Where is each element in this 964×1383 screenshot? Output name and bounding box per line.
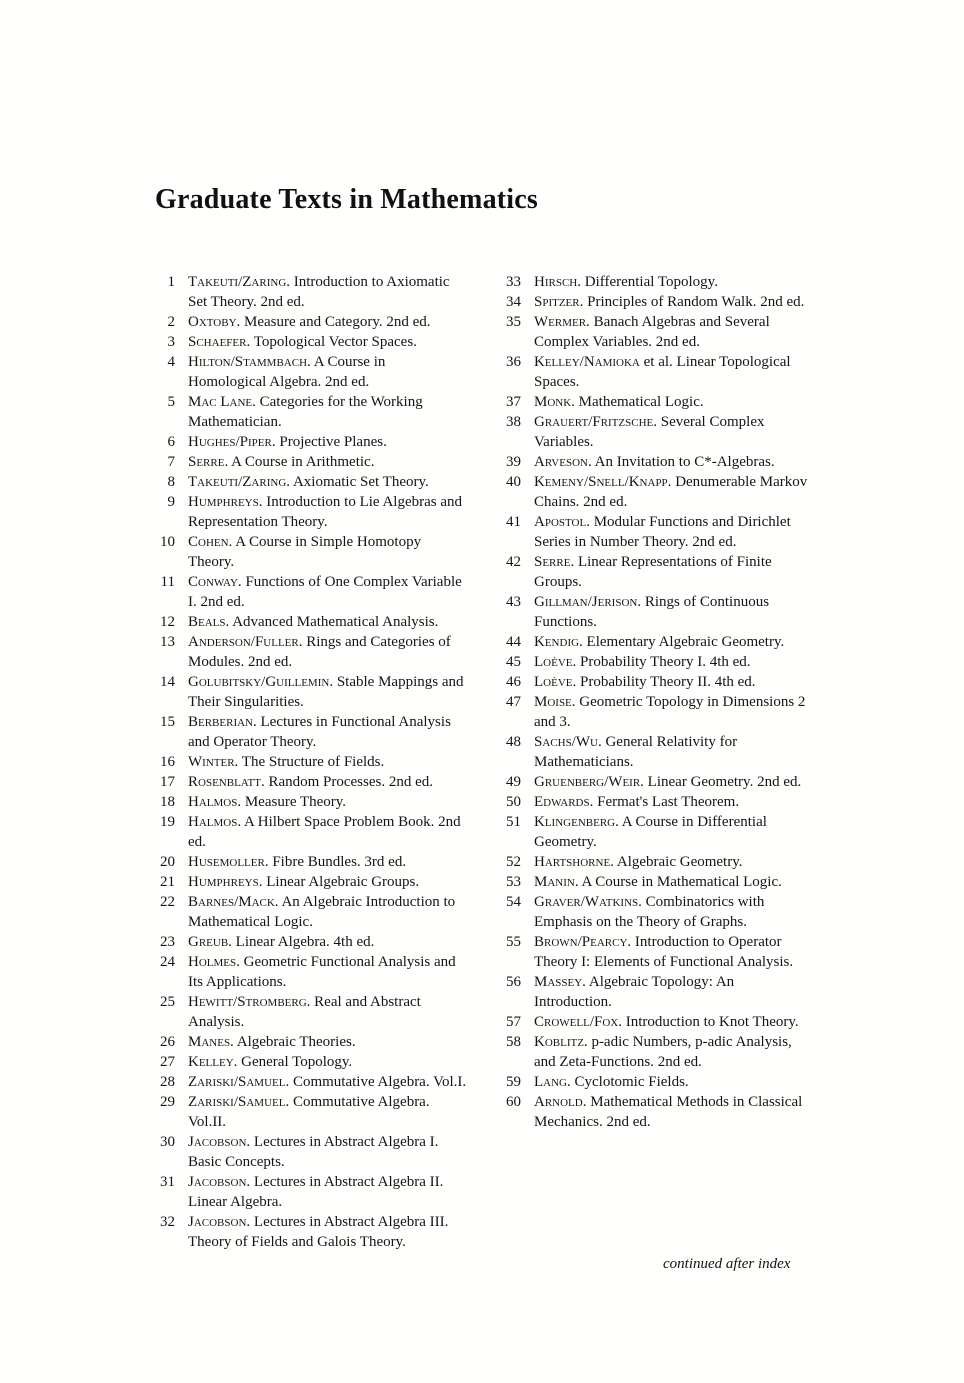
entry-author: Hartshorne. [534, 854, 614, 870]
entry-author: Husemoller. [188, 854, 269, 870]
entry-number: 47 [506, 694, 521, 710]
list-item [149, 772, 467, 792]
entry-number: 41 [506, 514, 521, 530]
entry-number: 58 [506, 1034, 521, 1050]
list-item [495, 292, 813, 312]
entry-text: Sachs/Wu. General Relativity for Mathematicians. [534, 734, 738, 770]
entry-text: Crowell/Fox. Introduction to Knot Theory. [534, 1014, 799, 1030]
entry-author: Halmos. [188, 814, 242, 830]
entry-text: Grauert/Fritzsche. Several Complex Variables. [534, 414, 765, 450]
entry-author: Spitzer. [534, 294, 584, 310]
entry-text: Jacobson. Lectures in Abstract Algebra III. Theory of Fields and Galois Theory. [188, 1214, 449, 1250]
list-item [149, 472, 467, 492]
entry-author: Zariski/Samuel. [188, 1074, 290, 1090]
entry-text: Spitzer. Principles of Random Walk. 2nd ed. [534, 294, 805, 310]
entry-number: 34 [506, 294, 521, 310]
entry-author: Humphreys. [188, 494, 263, 510]
entry-number: 37 [506, 394, 521, 410]
entry-author: Serre. [534, 554, 575, 570]
list-item [149, 392, 467, 432]
entry-text: Serre. Linear Representations of Finite Groups. [534, 554, 772, 590]
entry-text: Zariski/Samuel. Commutative Algebra. Vol.II. [188, 1094, 430, 1130]
entry-number: 38 [506, 414, 521, 430]
entry-number: 26 [160, 1034, 175, 1050]
entry-author: Berberian. [188, 714, 257, 730]
entry-author: Golubitsky/Guillemin. [188, 674, 334, 690]
entry-author: Hilton/Stammbach. [188, 354, 311, 370]
entry-text: Loève. Probability Theory I. 4th ed. [534, 654, 751, 670]
entry-number: 52 [506, 854, 521, 870]
entry-text: Berberian. Lectures in Functional Analysis and Operator Theory. [188, 714, 451, 750]
entry-number: 1 [167, 274, 175, 290]
entry-number: 59 [506, 1074, 521, 1090]
entry-author: Kelley. [188, 1054, 238, 1070]
entry-number: 48 [506, 734, 521, 750]
entry-author: Arnold. [534, 1094, 587, 1110]
entry-number: 18 [160, 794, 175, 810]
book-list-column-left [149, 272, 467, 1252]
list-item [495, 872, 813, 892]
entry-author: Arveson. [534, 454, 592, 470]
entry-text: Serre. A Course in Arithmetic. [188, 454, 375, 470]
entry-author: Conway. [188, 574, 242, 590]
entry-number: 60 [506, 1094, 521, 1110]
entry-text: Massey. Algebraic Topology: An Introduction. [534, 974, 735, 1010]
entry-text: Winter. The Structure of Fields. [188, 754, 385, 770]
entry-text: Humphreys. Linear Algebraic Groups. [188, 874, 420, 890]
entry-text: Gruenberg/Weir. Linear Geometry. 2nd ed. [534, 774, 802, 790]
list-item [495, 1032, 813, 1072]
entry-text: Barnes/Mack. An Algebraic Introduction to Mathematical Logic. [188, 894, 456, 930]
entry-text: Apostol. Modular Functions and Dirichlet Series in Number Theory. 2nd ed. [534, 514, 791, 550]
entry-number: 24 [160, 954, 175, 970]
list-item [149, 632, 467, 672]
entry-number: 22 [160, 894, 175, 910]
list-item [149, 352, 467, 392]
entry-number: 28 [160, 1074, 175, 1090]
list-item [149, 492, 467, 532]
list-item [149, 332, 467, 352]
entry-number: 2 [167, 314, 175, 330]
entry-text: Mac Lane. Categories for the Working Mathematician. [188, 394, 423, 430]
entry-number: 3 [167, 334, 175, 350]
list-item [495, 812, 813, 852]
list-item [495, 892, 813, 932]
entry-author: Monk. [534, 394, 575, 410]
entry-author: Massey. [534, 974, 586, 990]
entry-author: Takeuti/Zaring. [188, 274, 291, 290]
entry-author: Lang. [534, 1074, 571, 1090]
list-item [149, 892, 467, 932]
entry-author: Hewitt/Stromberg. [188, 994, 311, 1010]
entry-number: 35 [506, 314, 521, 330]
entry-author: Halmos. [188, 794, 242, 810]
list-item [495, 772, 813, 792]
entry-author: Cohen. [188, 534, 233, 550]
entry-text: Cohen. A Course in Simple Homotopy Theory. [188, 534, 422, 570]
entry-text: Jacobson. Lectures in Abstract Algebra I. Basic Concepts. [188, 1134, 439, 1170]
entry-author: Jacobson. [188, 1174, 251, 1190]
entry-number: 8 [167, 474, 175, 490]
entry-text: Schaefer. Topological Vector Spaces. [188, 334, 417, 350]
entry-number: 32 [160, 1214, 175, 1230]
entry-author: Kelley/Namioka [534, 354, 640, 370]
entry-author: Apostol. [534, 514, 590, 530]
entry-text: Beals. Advanced Mathematical Analysis. [188, 614, 439, 630]
list-item [495, 852, 813, 872]
entry-number: 36 [506, 354, 521, 370]
list-item [149, 872, 467, 892]
entry-text: Takeuti/Zaring. Introduction to Axiomatic Set Theory. 2nd ed. [188, 274, 450, 310]
entry-text: Wermer. Banach Algebras and Several Complex Variables. 2nd ed. [534, 314, 770, 350]
entry-author: Sachs/Wu. [534, 734, 602, 750]
list-item [149, 852, 467, 872]
entry-text: Halmos. Measure Theory. [188, 794, 347, 810]
list-item [495, 792, 813, 812]
list-item [149, 712, 467, 752]
entry-number: 12 [160, 614, 175, 630]
entry-author: Schaefer. [188, 334, 251, 350]
entry-author: Brown/Pearcy. [534, 934, 632, 950]
list-item [149, 532, 467, 572]
list-item [495, 932, 813, 972]
entry-text: Conway. Functions of One Complex Variable I. 2nd ed. [188, 574, 462, 610]
list-item [149, 452, 467, 472]
entry-author: Edwards. [534, 794, 594, 810]
entry-author: Anderson/Fuller. [188, 634, 303, 650]
list-item [495, 732, 813, 772]
entry-text: Hirsch. Differential Topology. [534, 274, 718, 290]
entry-number: 43 [506, 594, 521, 610]
entry-number: 11 [160, 574, 175, 590]
entry-text: Monk. Mathematical Logic. [534, 394, 704, 410]
list-item [149, 812, 467, 852]
entry-number: 50 [506, 794, 521, 810]
entry-number: 44 [506, 634, 521, 650]
entry-text: Arnold. Mathematical Methods in Classical Mechanics. 2nd ed. [534, 1094, 803, 1130]
list-item [149, 952, 467, 992]
entry-text: Manes. Algebraic Theories. [188, 1034, 356, 1050]
entry-text: Kemeny/Snell/Knapp. Denumerable Markov Chains. 2nd ed. [534, 474, 808, 510]
entry-number: 19 [160, 814, 175, 830]
entry-text: Anderson/Fuller. Rings and Categories of Modules. 2nd ed. [188, 634, 451, 670]
entry-author: Moise. [534, 694, 576, 710]
entry-text: Zariski/Samuel. Commutative Algebra. Vol.I. [188, 1074, 467, 1090]
entry-text: Rosenblatt. Random Processes. 2nd ed. [188, 774, 434, 790]
list-item [149, 1132, 467, 1172]
entry-text: Jacobson. Lectures in Abstract Algebra II. Linear Algebra. [188, 1174, 444, 1210]
entry-text: Hartshorne. Algebraic Geometry. [534, 854, 743, 870]
list-item [495, 972, 813, 1012]
list-item [495, 652, 813, 672]
entry-text: Holmes. Geometric Functional Analysis and Its Applications. [188, 954, 456, 990]
list-item [149, 1032, 467, 1052]
list-item [149, 932, 467, 952]
continued-note: continued after index [663, 1256, 791, 1272]
entry-text: Graver/Watkins. Combinatorics with Emphasis on the Theory of Graphs. [534, 894, 765, 930]
entry-author: Gruenberg/Weir. [534, 774, 644, 790]
entry-number: 55 [506, 934, 521, 950]
entry-number: 57 [506, 1014, 521, 1030]
entry-author: Kendig. [534, 634, 583, 650]
entry-author: Serre. [188, 454, 229, 470]
entry-author: Oxtoby. [188, 314, 241, 330]
list-item [149, 1092, 467, 1132]
list-item [495, 1072, 813, 1092]
entry-text: Arveson. An Invitation to C*-Algebras. [534, 454, 775, 470]
list-item [149, 432, 467, 452]
entry-text: Hewitt/Stromberg. Real and Abstract Analysis. [188, 994, 421, 1030]
entry-text: Halmos. A Hilbert Space Problem Book. 2nd ed. [188, 814, 461, 850]
entry-number: 31 [160, 1174, 175, 1190]
list-item [495, 392, 813, 412]
entry-number: 10 [160, 534, 175, 550]
entry-number: 27 [160, 1054, 175, 1070]
entry-text: Loève. Probability Theory II. 4th ed. [534, 674, 756, 690]
list-item [149, 312, 467, 332]
entry-author: Takeuti/Zaring. [188, 474, 291, 490]
entry-number: 25 [160, 994, 175, 1010]
page-title: Graduate Texts in Mathematics [155, 184, 539, 215]
list-item [495, 632, 813, 652]
entry-author: Jacobson. [188, 1134, 251, 1150]
list-item [149, 992, 467, 1032]
entry-number: 16 [160, 754, 175, 770]
entry-number: 17 [160, 774, 175, 790]
book-list-column-right [495, 272, 813, 1252]
list-item [495, 352, 813, 392]
entry-number: 21 [160, 874, 175, 890]
entry-text: Hughes/Piper. Projective Planes. [188, 434, 387, 450]
entry-text: Koblitz. p-adic Numbers, p-adic Analysis, and Zeta-Functions. 2nd ed. [534, 1034, 792, 1070]
entry-author: Loève. [534, 674, 577, 690]
entry-author: Wermer. [534, 314, 590, 330]
entry-number: 29 [160, 1094, 175, 1110]
list-item [149, 272, 467, 312]
entry-number: 45 [506, 654, 521, 670]
entry-author: Mac Lane. [188, 394, 256, 410]
entry-text: Golubitsky/Guillemin. Stable Mappings and Their Singularities. [188, 674, 464, 710]
entry-author: Loève. [534, 654, 577, 670]
entry-number: 46 [506, 674, 521, 690]
entry-text: Kelley. General Topology. [188, 1054, 353, 1070]
list-item [495, 472, 813, 512]
entry-text: Husemoller. Fibre Bundles. 3rd ed. [188, 854, 407, 870]
entry-number: 20 [160, 854, 175, 870]
list-item [149, 672, 467, 712]
entry-author: Gillman/Jerison. [534, 594, 642, 610]
entry-number: 56 [506, 974, 521, 990]
entry-number: 6 [167, 434, 175, 450]
list-item [495, 272, 813, 292]
list-item [149, 1212, 467, 1252]
entry-text: Moise. Geometric Topology in Dimensions 2 and 3. [534, 694, 806, 730]
entry-text: Lang. Cyclotomic Fields. [534, 1074, 689, 1090]
entry-author: Barnes/Mack. [188, 894, 279, 910]
entry-author: Koblitz. [534, 1034, 588, 1050]
entry-author: Winter. [188, 754, 239, 770]
entry-author: Manes. [188, 1034, 234, 1050]
list-item [149, 752, 467, 772]
list-item [149, 612, 467, 632]
list-item [495, 552, 813, 592]
entry-text: Brown/Pearcy. Introduction to Operator Theory I: Elements of Functional Analysis. [534, 934, 794, 970]
entry-author: Crowell/Fox. [534, 1014, 622, 1030]
entry-author: Hirsch. [534, 274, 581, 290]
list-item [495, 1092, 813, 1132]
entry-number: 39 [506, 454, 521, 470]
entry-author: Holmes. [188, 954, 240, 970]
entry-number: 53 [506, 874, 521, 890]
entry-number: 40 [506, 474, 521, 490]
entry-number: 5 [167, 394, 175, 410]
entry-number: 49 [506, 774, 521, 790]
entry-number: 13 [160, 634, 175, 650]
list-item [495, 672, 813, 692]
list-item [495, 452, 813, 472]
entry-number: 9 [167, 494, 175, 510]
entry-author: Zariski/Samuel. [188, 1094, 290, 1110]
entry-number: 33 [506, 274, 521, 290]
entry-author: Grauert/Fritzsche. [534, 414, 657, 430]
list-item [495, 592, 813, 632]
book-list [149, 272, 813, 1252]
entry-number: 14 [160, 674, 175, 690]
entry-text: Klingenberg. A Course in Differential Geometry. [534, 814, 767, 850]
entry-number: 15 [160, 714, 175, 730]
entry-text: Hilton/Stammbach. A Course in Homological Algebra. 2nd ed. [188, 354, 386, 390]
entry-number: 23 [160, 934, 175, 950]
entry-text: Gillman/Jerison. Rings of Continuous Functions. [534, 594, 770, 630]
entry-author: Manin. [534, 874, 579, 890]
list-item [495, 692, 813, 732]
entry-number: 42 [506, 554, 521, 570]
list-item [495, 412, 813, 452]
entry-author: Kemeny/Snell/Knapp. [534, 474, 672, 490]
entry-text: Humphreys. Introduction to Lie Algebras and Representation Theory. [188, 494, 463, 530]
list-item [495, 1012, 813, 1032]
entry-text: Edwards. Fermat's Last Theorem. [534, 794, 740, 810]
list-item [149, 1052, 467, 1072]
list-item [149, 1072, 467, 1092]
entry-number: 7 [167, 454, 175, 470]
entry-author: Klingenberg. [534, 814, 619, 830]
entry-author: Greub. [188, 934, 232, 950]
entry-number: 51 [506, 814, 521, 830]
list-item [149, 572, 467, 612]
entry-text: Kendig. Elementary Algebraic Geometry. [534, 634, 785, 650]
entry-author: Humphreys. [188, 874, 263, 890]
entry-number: 30 [160, 1134, 175, 1150]
entry-number: 54 [506, 894, 521, 910]
list-item [495, 512, 813, 552]
list-item [495, 312, 813, 352]
entry-text: Greub. Linear Algebra. 4th ed. [188, 934, 375, 950]
entry-text: Manin. A Course in Mathematical Logic. [534, 874, 782, 890]
entry-text: Takeuti/Zaring. Axiomatic Set Theory. [188, 474, 429, 490]
list-item [149, 1172, 467, 1212]
entry-text: Oxtoby. Measure and Category. 2nd ed. [188, 314, 431, 330]
entry-author: Hughes/Piper. [188, 434, 276, 450]
entry-author: Beals. [188, 614, 230, 630]
entry-author: Rosenblatt. [188, 774, 265, 790]
entry-author: Graver/Watkins. [534, 894, 642, 910]
entry-author: Jacobson. [188, 1214, 251, 1230]
entry-text: Kelley/Namioka et al. Linear Topological Spaces. [534, 354, 791, 390]
entry-number: 4 [167, 354, 175, 370]
list-item [149, 792, 467, 812]
